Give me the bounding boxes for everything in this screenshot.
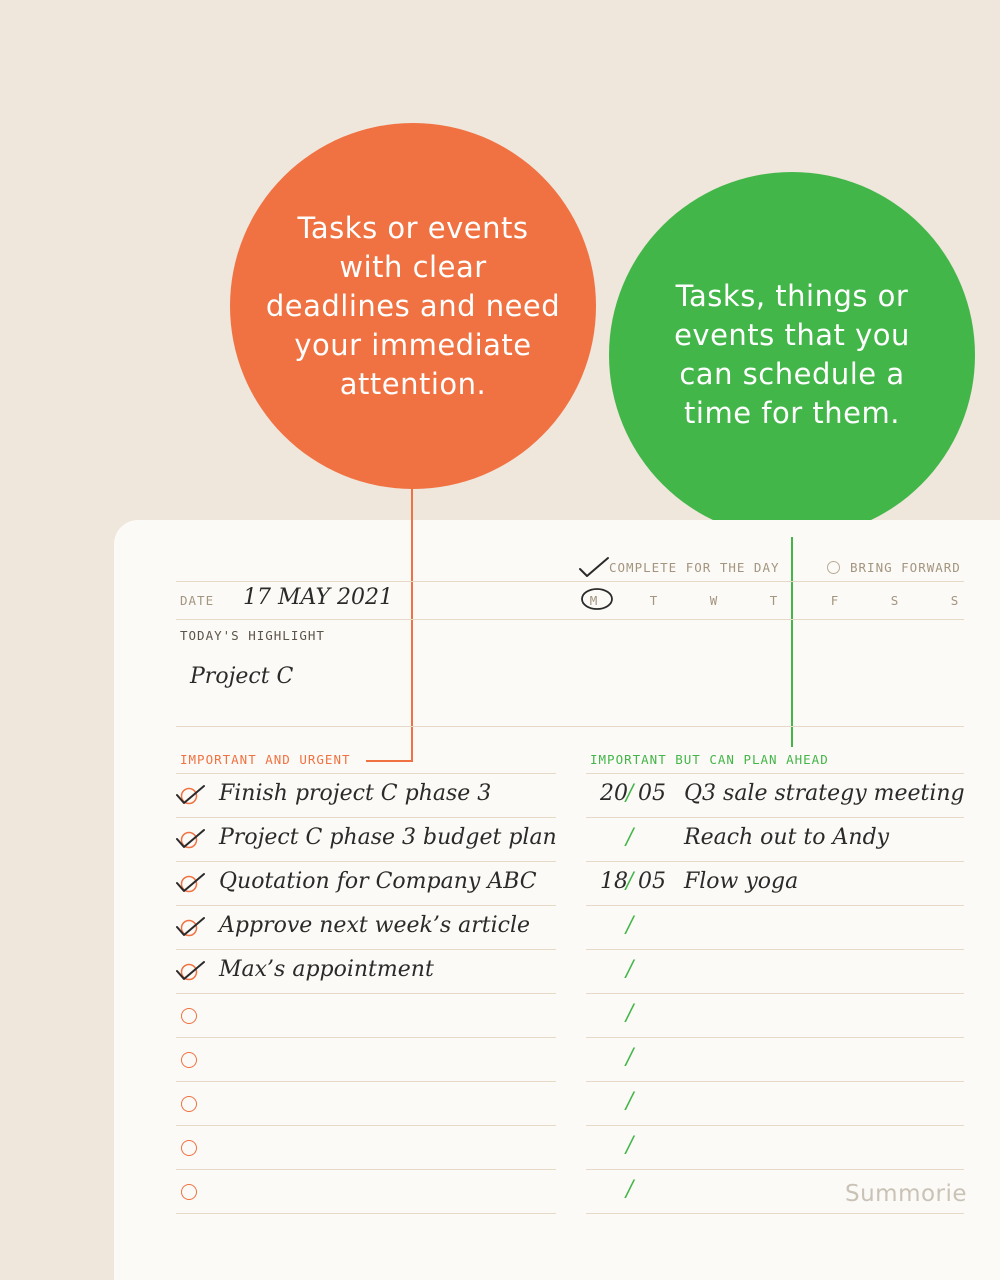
checkmark-icon: [578, 556, 610, 578]
checked-circle-icon[interactable]: [176, 824, 208, 854]
todays-highlight-label: TODAY'S HIGHLIGHT: [180, 628, 325, 643]
weekday-tuesday[interactable]: T: [649, 593, 659, 608]
plan-task-text[interactable]: Q3 sale strategy meeting: [684, 781, 965, 806]
important-and-urgent-label: IMPORTANT AND URGENT: [180, 752, 351, 767]
urgent-task-text[interactable]: Max’s appointment: [219, 957, 434, 982]
weekday-thursday[interactable]: T: [769, 593, 779, 608]
plan-task-row[interactable]: [586, 818, 964, 862]
bring-forward-label: BRING FORWARD: [850, 560, 961, 575]
plan-task-text[interactable]: Reach out to Andy: [684, 825, 890, 850]
urgent-task-row[interactable]: [176, 950, 556, 994]
empty-circle-icon[interactable]: [181, 1184, 197, 1200]
divider: [586, 1213, 964, 1214]
empty-circle-icon[interactable]: [181, 1008, 197, 1024]
weekday-monday[interactable]: M: [589, 593, 599, 608]
urgent-task-row[interactable]: [176, 774, 556, 818]
urgent-task-row[interactable]: [176, 862, 556, 906]
urgent-task-row[interactable]: [176, 906, 556, 950]
empty-circle-icon[interactable]: [181, 1140, 197, 1156]
important-plan-ahead-label: IMPORTANT BUT CAN PLAN AHEAD: [590, 752, 829, 767]
plan-task-row[interactable]: [586, 1126, 964, 1170]
plan-task-row[interactable]: [586, 906, 964, 950]
urgent-task-row[interactable]: [176, 1126, 556, 1170]
checked-circle-icon[interactable]: [176, 956, 208, 986]
urgent-explanation-bubble: Tasks or events with clear deadlines and need your immediate attention.: [230, 123, 596, 489]
divider: [176, 1213, 556, 1214]
checked-circle-icon[interactable]: [176, 868, 208, 898]
divider: [176, 726, 964, 727]
plan-task-row[interactable]: [586, 1082, 964, 1126]
plan-task-row[interactable]: [586, 862, 964, 906]
divider: [176, 581, 964, 582]
divider: [176, 619, 964, 620]
urgent-connector-line: [411, 488, 413, 762]
checked-circle-icon[interactable]: [176, 912, 208, 942]
urgent-task-row[interactable]: [176, 1038, 556, 1082]
weekday-friday[interactable]: F: [830, 593, 840, 608]
checked-circle-icon[interactable]: [176, 780, 208, 810]
date-separator: /: [626, 1177, 634, 1202]
date-separator: /: [626, 1133, 634, 1158]
urgent-task-text[interactable]: Project C phase 3 budget plan: [219, 825, 557, 850]
date-separator: /: [626, 869, 634, 894]
plan-task-row[interactable]: [586, 1038, 964, 1082]
plan-task-month[interactable]: 05: [638, 781, 666, 806]
weekday-wednesday[interactable]: W: [709, 593, 719, 608]
empty-circle-icon[interactable]: [181, 1096, 197, 1112]
empty-circle-icon[interactable]: [181, 1052, 197, 1068]
urgent-task-row[interactable]: [176, 994, 556, 1038]
plan-task-month[interactable]: 05: [638, 869, 666, 894]
date-separator: /: [626, 825, 634, 850]
plan-task-day[interactable]: 20: [600, 781, 628, 806]
todays-highlight-value[interactable]: Project C: [190, 664, 294, 689]
urgent-task-text[interactable]: Approve next week’s article: [219, 913, 531, 938]
date-separator: /: [626, 781, 634, 806]
urgent-connector-tick: [366, 760, 413, 762]
complete-for-the-day-label: COMPLETE FOR THE DAY: [609, 560, 780, 575]
date-separator: /: [626, 1001, 634, 1026]
plan-task-day[interactable]: 18: [600, 869, 628, 894]
urgent-task-row[interactable]: [176, 818, 556, 862]
plan-task-row[interactable]: [586, 950, 964, 994]
date-separator: /: [626, 1045, 634, 1070]
weekday-sunday[interactable]: S: [950, 593, 960, 608]
urgent-task-row[interactable]: [176, 1082, 556, 1126]
date-separator: /: [626, 913, 634, 938]
date-label: DATE: [180, 593, 215, 608]
plan-ahead-explanation-bubble: Tasks, things or events that you can schedule a time for them.: [609, 172, 975, 538]
urgent-task-text[interactable]: Quotation for Company ABC: [219, 869, 537, 894]
date-separator: /: [626, 1089, 634, 1114]
plan-task-text[interactable]: Flow yoga: [684, 869, 799, 894]
date-value[interactable]: 17 MAY 2021: [243, 585, 394, 610]
urgent-task-text[interactable]: Finish project C phase 3: [219, 781, 492, 806]
bring-forward-circle-icon: [827, 561, 840, 574]
weekday-saturday[interactable]: S: [890, 593, 900, 608]
plan-task-row[interactable]: [586, 774, 964, 818]
date-separator: /: [626, 957, 634, 982]
brand-logo: Summorie: [845, 1181, 968, 1207]
plan-task-row[interactable]: [586, 994, 964, 1038]
urgent-task-row[interactable]: [176, 1170, 556, 1214]
plan-connector-line: [791, 537, 793, 747]
